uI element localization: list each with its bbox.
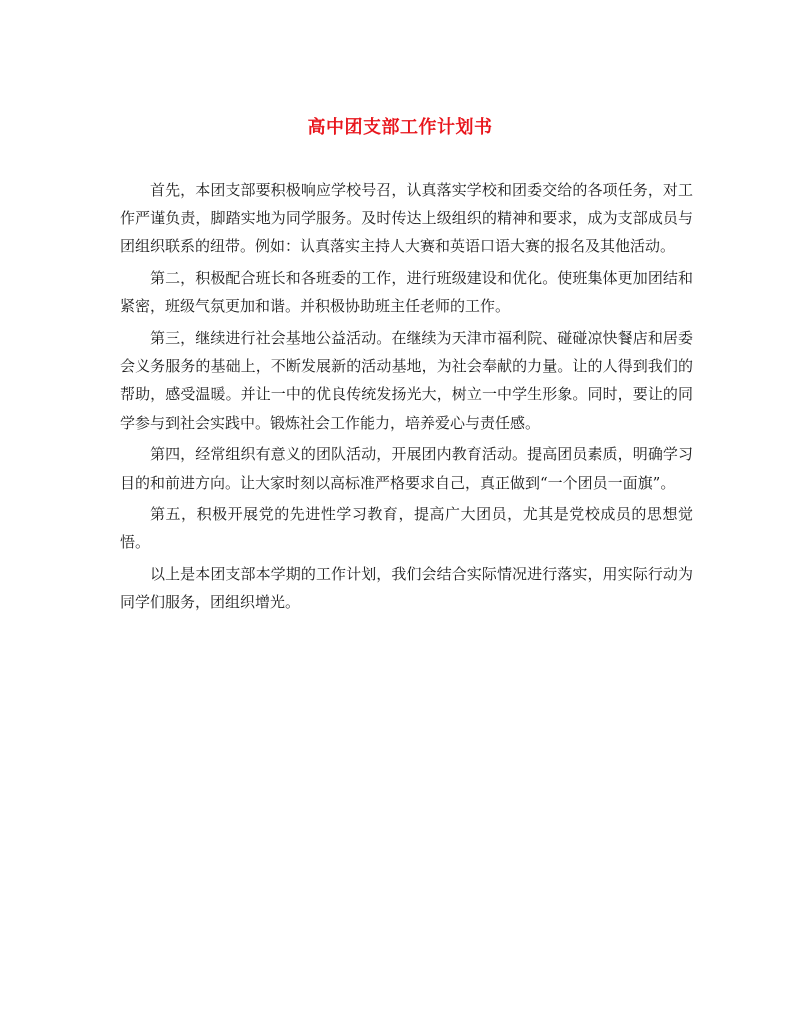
paragraph-6: 以上是本团支部本学期的工作计划，我们会结合实际情况进行落实，用实际行动为同学们服务，团组织增光。 (120, 565, 693, 612)
document-body (120, 176, 693, 620)
document-title: 高中团支部工作计划书 (307, 117, 493, 138)
paragraph-5: 第五，积极开展党的先进性学习教育，提高广大团员，尤其是党校成员的思想觉悟。 (120, 505, 693, 552)
paragraph-1: 首先，本团支部要积极响应学校号召，认真落实学校和团委交给的各项任务，对工作严谨负责，脚踏实地为同学服务。及时传达上级组织的精神和要求，成为支部成员与团组织联系的纽带。例如：认真落实主持人大赛和英语口语大赛的报名及其他活动。 (120, 181, 693, 256)
paragraph-3: 第三，继续进行社会基地公益活动。在继续为天津市福利院、碰碰凉快餐店和居委会义务服务的基础上，不断发展新的活动基地，为社会奉献的力量。让的人得到我们的帮助，感受温暖。并让一中的优良传统发扬光大，树立一中学生形象。同时，要让的同学参与到社会实践中。锻炼社会工作能力，培养爱心与责任感。 (120, 329, 693, 432)
paragraph-2: 第二，积极配合班长和各班委的工作，进行班级建设和优化。使班集体更加团结和紧密，班级气氛更加和谐。并积极协助班主任老师的工作。 (120, 269, 693, 316)
paragraph-4: 第四，经常组织有意义的团队活动，开展团内教育活动。提高团员素质，明确学习目的和前进方向。让大家时刻以高标准严格要求自己，真正做到“一个团员一面旗”。 (120, 445, 693, 492)
